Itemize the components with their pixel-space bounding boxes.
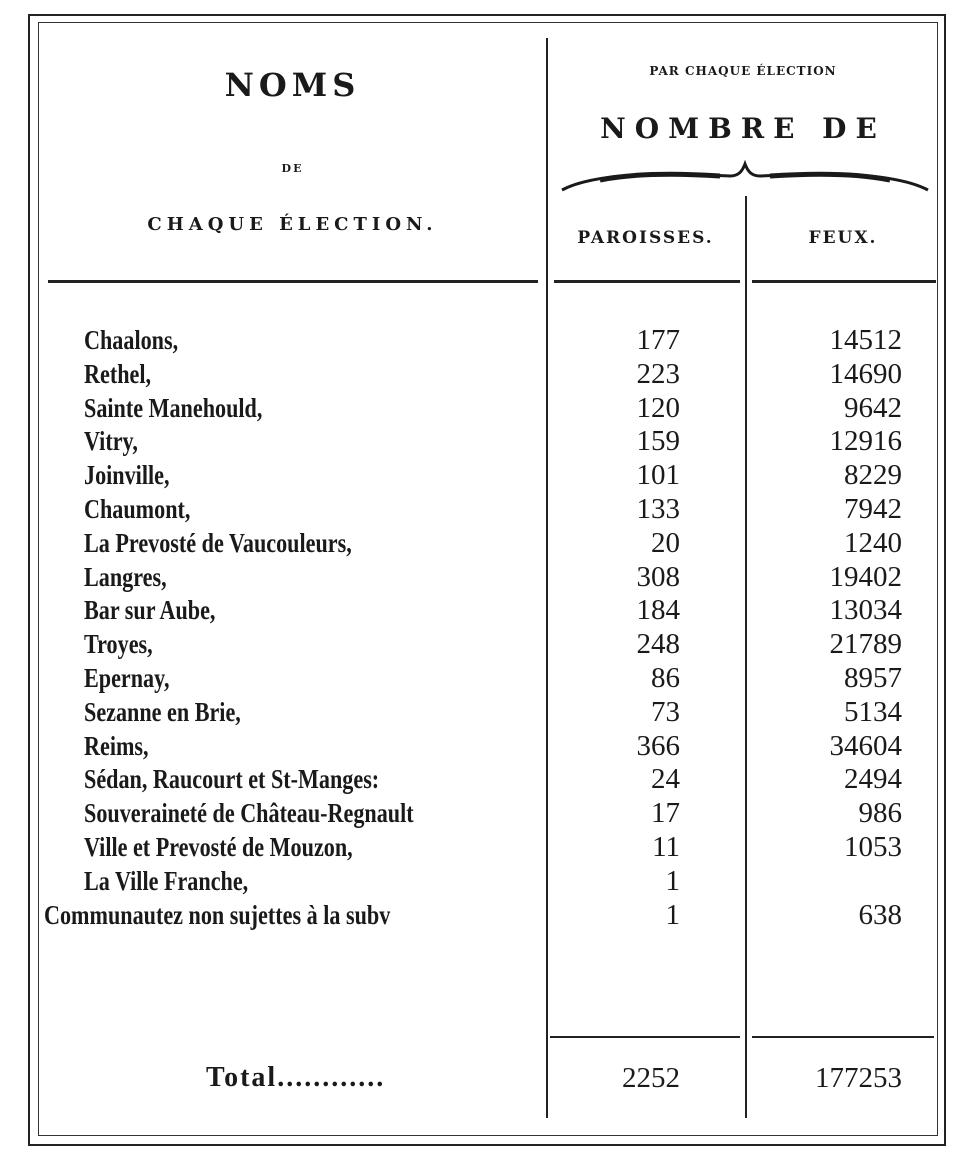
table-row: [0, 358, 968, 392]
election-name: Vitry,: [84, 426, 138, 457]
names-de: DE: [281, 162, 304, 175]
feux-value: 638: [858, 898, 902, 931]
election-name: Troyes,: [84, 629, 153, 660]
feux-value: 7942: [844, 492, 902, 525]
table-body: [0, 324, 968, 932]
paroisses-value: 159: [636, 425, 680, 458]
election-name: Sédan, Raucourt et St-Manges:: [84, 764, 380, 795]
paroisses-value: 308: [636, 560, 680, 593]
total-label: Total............: [206, 1062, 386, 1093]
paroisses-value: 177: [636, 324, 680, 356]
election-name: Souveraineté de Château-Regnault: [84, 798, 414, 829]
feux-value: 1053: [844, 830, 902, 863]
election-name: Reims,: [84, 730, 149, 761]
table-row: [0, 763, 968, 797]
paroisses-value: 11: [652, 830, 680, 863]
table-row: [0, 899, 968, 933]
total-paroisses: 2252: [622, 1062, 680, 1094]
table-row: [0, 561, 968, 595]
election-name: Sezanne en Brie,: [84, 696, 241, 727]
table-row: [0, 324, 968, 358]
paroisses-value: 248: [636, 628, 680, 661]
table-row: [0, 425, 968, 459]
paroisses-value: 184: [636, 594, 680, 627]
election-name: La Prevosté de Vaucouleurs,: [84, 527, 352, 558]
table-row: [0, 797, 968, 831]
feux-value: 5134: [844, 695, 902, 728]
election-name: Chaumont,: [84, 493, 191, 524]
table-row: [0, 493, 968, 527]
election-name: Bar sur Aube,: [84, 595, 216, 626]
feux-value: 12916: [829, 425, 902, 458]
feux-value: 986: [858, 797, 902, 830]
election-name: Joinville,: [84, 460, 170, 491]
election-name: La Ville Franche,: [84, 865, 249, 896]
election-name: Epernay,: [84, 662, 170, 693]
feux-value: 1240: [844, 526, 902, 559]
table-row: [0, 392, 968, 426]
paroisses-value: 223: [636, 357, 680, 390]
nombre-de-title: NOMBRE DE: [600, 112, 886, 145]
feux-value: 8229: [844, 459, 902, 492]
paroisses-value: 133: [636, 492, 680, 525]
paroisses-value: 120: [636, 391, 680, 424]
names-subtitle: CHAQUE ÉLECTION.: [147, 214, 438, 235]
feux-value: 13034: [829, 594, 902, 627]
total-rule-feux: [752, 1036, 934, 1038]
paroisses-value: 86: [651, 661, 680, 694]
header-rule-feux: [752, 280, 936, 283]
election-name: Langres,: [84, 561, 167, 592]
header-rule-paroisses: [554, 280, 740, 283]
feux-value: 2494: [844, 763, 902, 796]
table-row: [0, 831, 968, 865]
header-brace: [560, 160, 930, 200]
table-row: [0, 865, 968, 899]
table-row: [0, 527, 968, 561]
total-feux: 177253: [815, 1062, 902, 1094]
table-row: [0, 628, 968, 662]
paroisses-value: 366: [636, 729, 680, 762]
total-rule-paroisses: [550, 1036, 740, 1038]
election-name: Chaalons,: [84, 325, 179, 355]
feux-value: 9642: [844, 391, 902, 424]
table-row: [0, 594, 968, 628]
feux-value: 8957: [844, 661, 902, 694]
paroisses-value: 17: [651, 797, 680, 830]
header-rule-names: [48, 280, 538, 283]
paroisses-value: 101: [636, 459, 680, 492]
column-header-feux: FEUX.: [808, 228, 878, 248]
names-title: NOMS: [224, 66, 361, 104]
election-name: Sainte Manehould,: [84, 392, 263, 423]
feux-value: 34604: [829, 729, 902, 762]
feux-value: 14512: [829, 324, 902, 356]
feux-value: 14690: [829, 357, 902, 390]
election-name: Ville et Prevosté de Mouzon,: [84, 831, 353, 862]
table-row: [0, 730, 968, 764]
feux-value: 21789: [829, 628, 902, 661]
table-row: [0, 696, 968, 730]
paroisses-value: 1: [665, 898, 680, 931]
paroisses-value: 73: [651, 695, 680, 728]
election-name: Rethel,: [84, 358, 152, 389]
paroisses-value: 1: [665, 864, 680, 897]
election-name: Communautez non sujettes à la subv: [44, 899, 391, 930]
column-header-paroisses: PAROISSES.: [577, 228, 714, 248]
table-row: [0, 662, 968, 696]
feux-value: 19402: [829, 560, 902, 593]
paroisses-value: 20: [651, 526, 680, 559]
par-chaque-election: PAR CHAQUE ÉLECTION: [649, 64, 837, 78]
table-row: [0, 459, 968, 493]
paroisses-value: 24: [651, 763, 680, 796]
